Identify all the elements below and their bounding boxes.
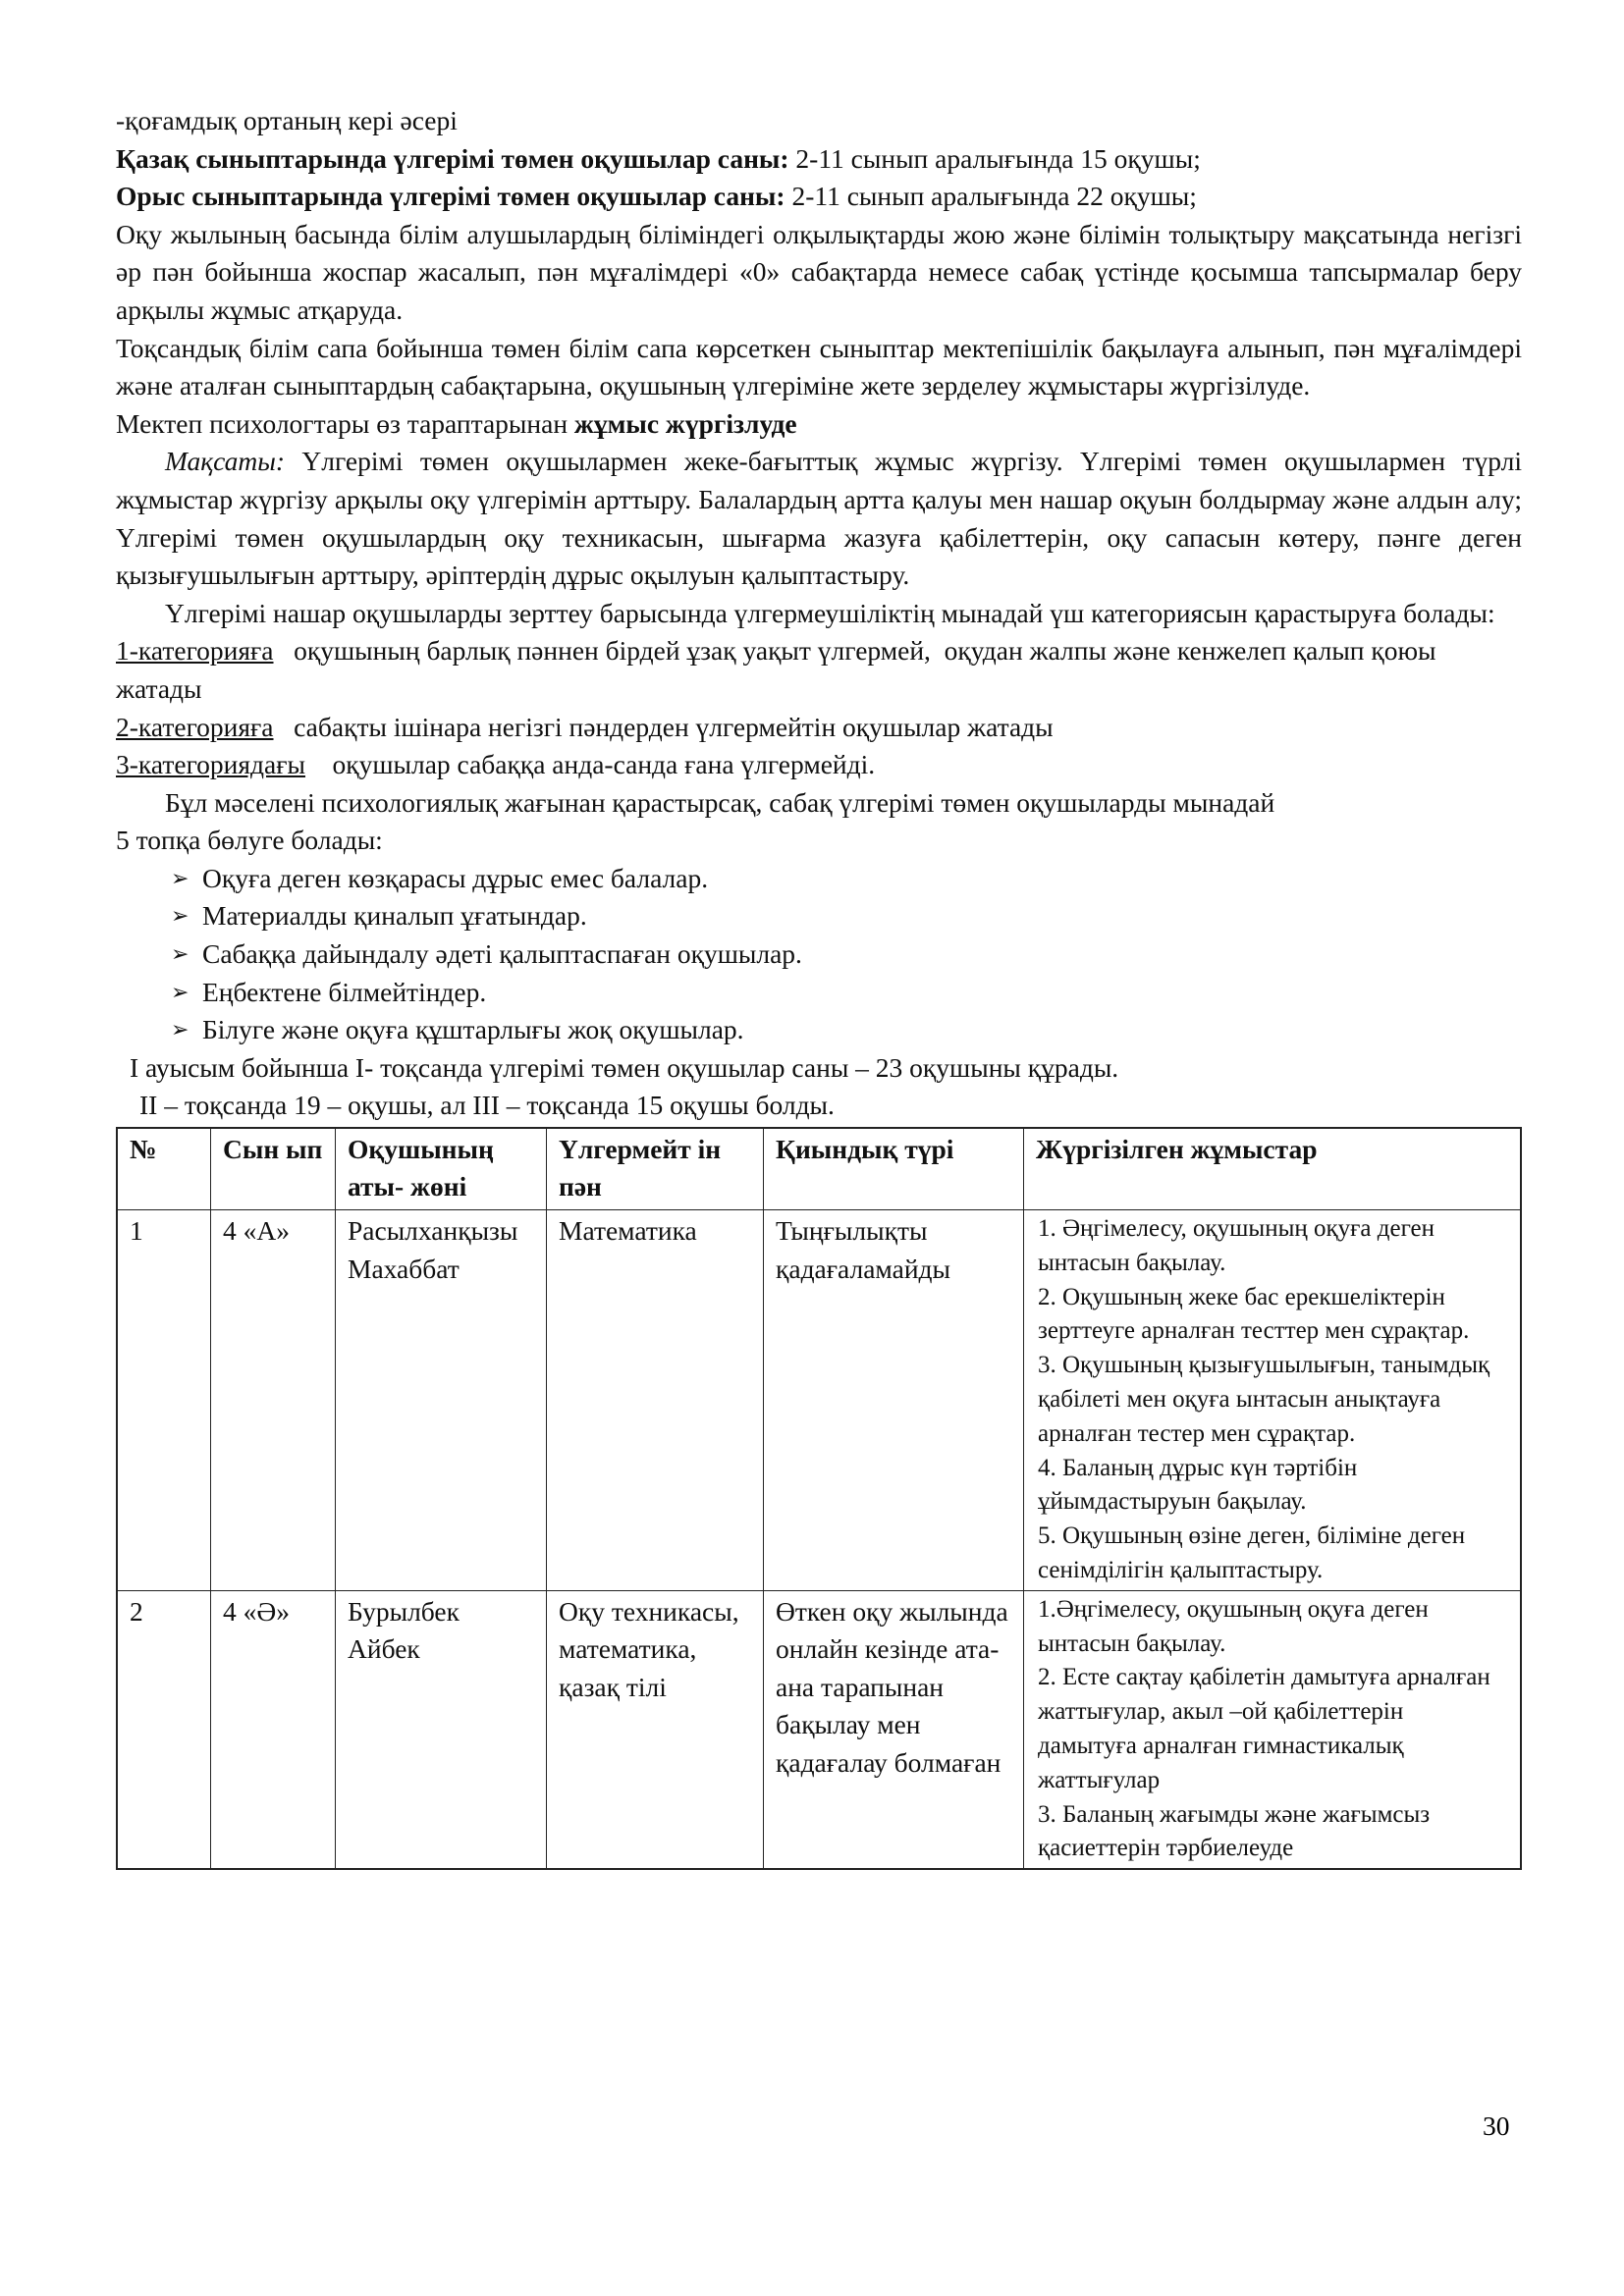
category-3: 3-категориядағы оқушылар сабаққа анда-санда ғана үлгермейді.: [116, 749, 876, 780]
cell-student-name: Расылханқызы Махаббат: [336, 1210, 547, 1591]
header-class: Сын ып: [211, 1128, 336, 1210]
header-subject: Үлгермейт ін пән: [547, 1128, 764, 1210]
cell-student-name: Бурылбек Айбек: [336, 1590, 547, 1869]
table-row: [117, 1590, 1521, 1869]
students-table: [116, 1127, 1522, 1870]
russian-stat-label: Орыс сыныптарында үлгерімі төмен оқушылар саны:: [116, 181, 785, 212]
work-item: 1. Әңгімелесу, оқушының оқуға деген ынтасын бақылау.: [1038, 1215, 1435, 1276]
list-item: ➢ Білуге және оқуға құштарлығы жоқ оқушылар.: [171, 1011, 1522, 1049]
kazakh-stat-value: 2-11 сынып аралығында 15 оқушы;: [788, 142, 1201, 174]
arrow-bullet-icon: ➢: [171, 865, 189, 890]
work-item: 3. Баланың жағымды және жағымсыз қасиеттерін тәрбиелеуде: [1038, 1800, 1431, 1862]
cell-difficulty: Өткен оқу жылында онлайн кезінде ата-ана тарапынан бақылау мен қадағалау болмаған: [764, 1590, 1024, 1869]
groups-intro: 5 топқа бөлуге болады:: [116, 825, 383, 856]
intro-line: -қоғамдық ортаның кері әсері: [116, 105, 458, 135]
list-item: ➢ Оқуға деген көзқарасы дұрыс емес балалар.: [171, 860, 1522, 898]
goal-text: Үлгерімі төмен оқушылармен жеке-бағыттық жұмыс жүргізу. Үлгерімі төмен оқушылармен түрлі жұмыстар жүргізу арқылы оқу үлгерімін арттыру. Балалардың артта қалуы мен нашар оқуын болдырмау және алдын алу; Үлгерімі төмен оқушылардың оқу техникасын, шығарма жазуға қабілеттерін, оқу сапасын көтеру, пәнге деген қызығушылығын арттыру, әріптердің дұрыс оқылуын қалыптастыру.: [116, 446, 1522, 591]
work-item: 2. Есте сақтау қабілетін дамытуға арналған жаттығулар, акыл –ой қабілеттерін дамытуға арналған гимнастикалық жаттығулар: [1038, 1664, 1490, 1793]
work-item: 1.Әңгімелесу, оқушының оқуға деген ынтасын бақылау.: [1038, 1595, 1429, 1657]
category-1: 1-категорияға оқушының барлық пәннен бірдей ұзақ уақыт үлгермей, оқудан жалпы және кенжелеп қалып қоюы жатады: [116, 635, 1443, 704]
header-difficulty: Қиындық түрі: [764, 1128, 1024, 1210]
paragraph-plan: Оқу жылының басында білім алушылардың біліміндегі олқылықтарды жою және білімін толықтыру мақсатында негізгі әр пән бойынша жоспар жасалып, пән мұғалімдері «0» сабақтарда немесе сабақ үстінде қосымша тапсырмалар беру арқылы жұмыс атқаруда.: [116, 218, 1522, 325]
category-2: 2-категорияға сабақты ішінара негізгі пәндерден үлгермейтін оқушылар жатады: [116, 711, 1054, 742]
categories-intro: Үлгерімі нашар оқушыларды зерттеу барысында үлгермеушіліктің мынадай үш категориясын қарастыруға болады:: [165, 597, 1495, 628]
groups-list: [116, 860, 1522, 1049]
table-row: [117, 1210, 1521, 1591]
arrow-bullet-icon: ➢: [171, 903, 189, 929]
psychologists-line: Мектеп психологтары өз тараптарынан жұмыс жүргізлуде: [116, 407, 797, 439]
cell-difficulty: Тыңғылықты қадағаламайды: [764, 1210, 1024, 1591]
work-item: 3. Оқушының қызығушылығын, танымдық қабілеті мен оқуға ынтасын анықтауға арналған тестер мен сұрақтар.: [1038, 1352, 1490, 1447]
russian-classes-stat: [116, 178, 1522, 216]
cell-number: 1: [117, 1210, 211, 1591]
summary-line-2: ІІ – тоқсанда 19 – оқушы, ал ІІІ – тоқсанда 15 оқушы болды.: [139, 1090, 835, 1121]
goal-label: Мақсаты:: [165, 446, 286, 477]
page-number: 30: [1483, 2110, 1510, 2141]
arrow-bullet-icon: ➢: [171, 941, 189, 967]
category-label: 1-категорияға: [116, 635, 274, 667]
header-number: №: [117, 1128, 211, 1210]
list-item: ➢ Еңбектене білмейтіндер.: [171, 974, 1522, 1012]
document-page: [116, 102, 1522, 1870]
cell-subject: Математика: [547, 1210, 764, 1591]
cell-works: [1024, 1590, 1522, 1869]
kazakh-stat-label: Қазақ сыныптарында үлгерімі төмен оқушылар саны:: [116, 142, 789, 174]
cell-works: [1024, 1210, 1522, 1591]
paragraph-quarterly: Тоқсандық білім сапа бойынша төмен білім сапа көрсеткен сыныптар мектепішілік бақылауға алынып, пән мұғалімдері және аталған сыныптардың сабақтарына, оқушының үлгеріміне жете зерделеу жұмыстары жүргізілуде.: [116, 332, 1522, 401]
category-label: 3-категориядағы: [116, 749, 305, 780]
cell-class: 4 «А»: [211, 1210, 336, 1591]
arrow-bullet-icon: ➢: [171, 1017, 189, 1042]
work-item: 5. Оқушының өзіне деген, біліміне деген сенімділігін қалыптастыру.: [1038, 1522, 1466, 1583]
work-item: 2. Оқушының жеке бас ерекшеліктерін зерттеуге арналған тесттер мен сұрақтар.: [1038, 1283, 1470, 1345]
list-item: ➢ Сабаққа дайындалу әдеті қалыптаспаған оқушылар.: [171, 935, 1522, 974]
list-item: ➢ Материалды қиналып ұғатындар.: [171, 897, 1522, 935]
cell-subject: Оқу техникасы, математика, қазақ тілі: [547, 1590, 764, 1869]
header-student-name: Оқушының аты- жөні: [336, 1128, 547, 1210]
russian-stat-value: 2-11 сынып аралығында 22 оқушы;: [785, 181, 1197, 212]
cell-class: 4 «Ә»: [211, 1590, 336, 1869]
summary-line-1: І ауысым бойынша І- тоқсанда үлгерімі төмен оқушылар саны – 23 оқушыны құрады.: [130, 1051, 1119, 1083]
header-works: Жүргізілген жұмыстар: [1024, 1128, 1522, 1210]
arrow-bullet-icon: ➢: [171, 979, 189, 1004]
psychologists-bold: жұмыс жүргізлуде: [573, 407, 797, 439]
psych-view: Бұл мәселені психологиялық жағынан қарастырсақ, сабақ үлгерімі төмен оқушыларды мынадай: [165, 786, 1275, 818]
category-label: 2-категорияға: [116, 711, 274, 742]
cell-number: 2: [117, 1590, 211, 1869]
table-header-row: [117, 1128, 1521, 1210]
goal-paragraph: [116, 443, 1522, 594]
kazakh-classes-stat: [116, 140, 1522, 179]
work-item: 4. Баланың дұрыс күн тәртібін ұйымдастыруын бақылау.: [1038, 1454, 1358, 1516]
